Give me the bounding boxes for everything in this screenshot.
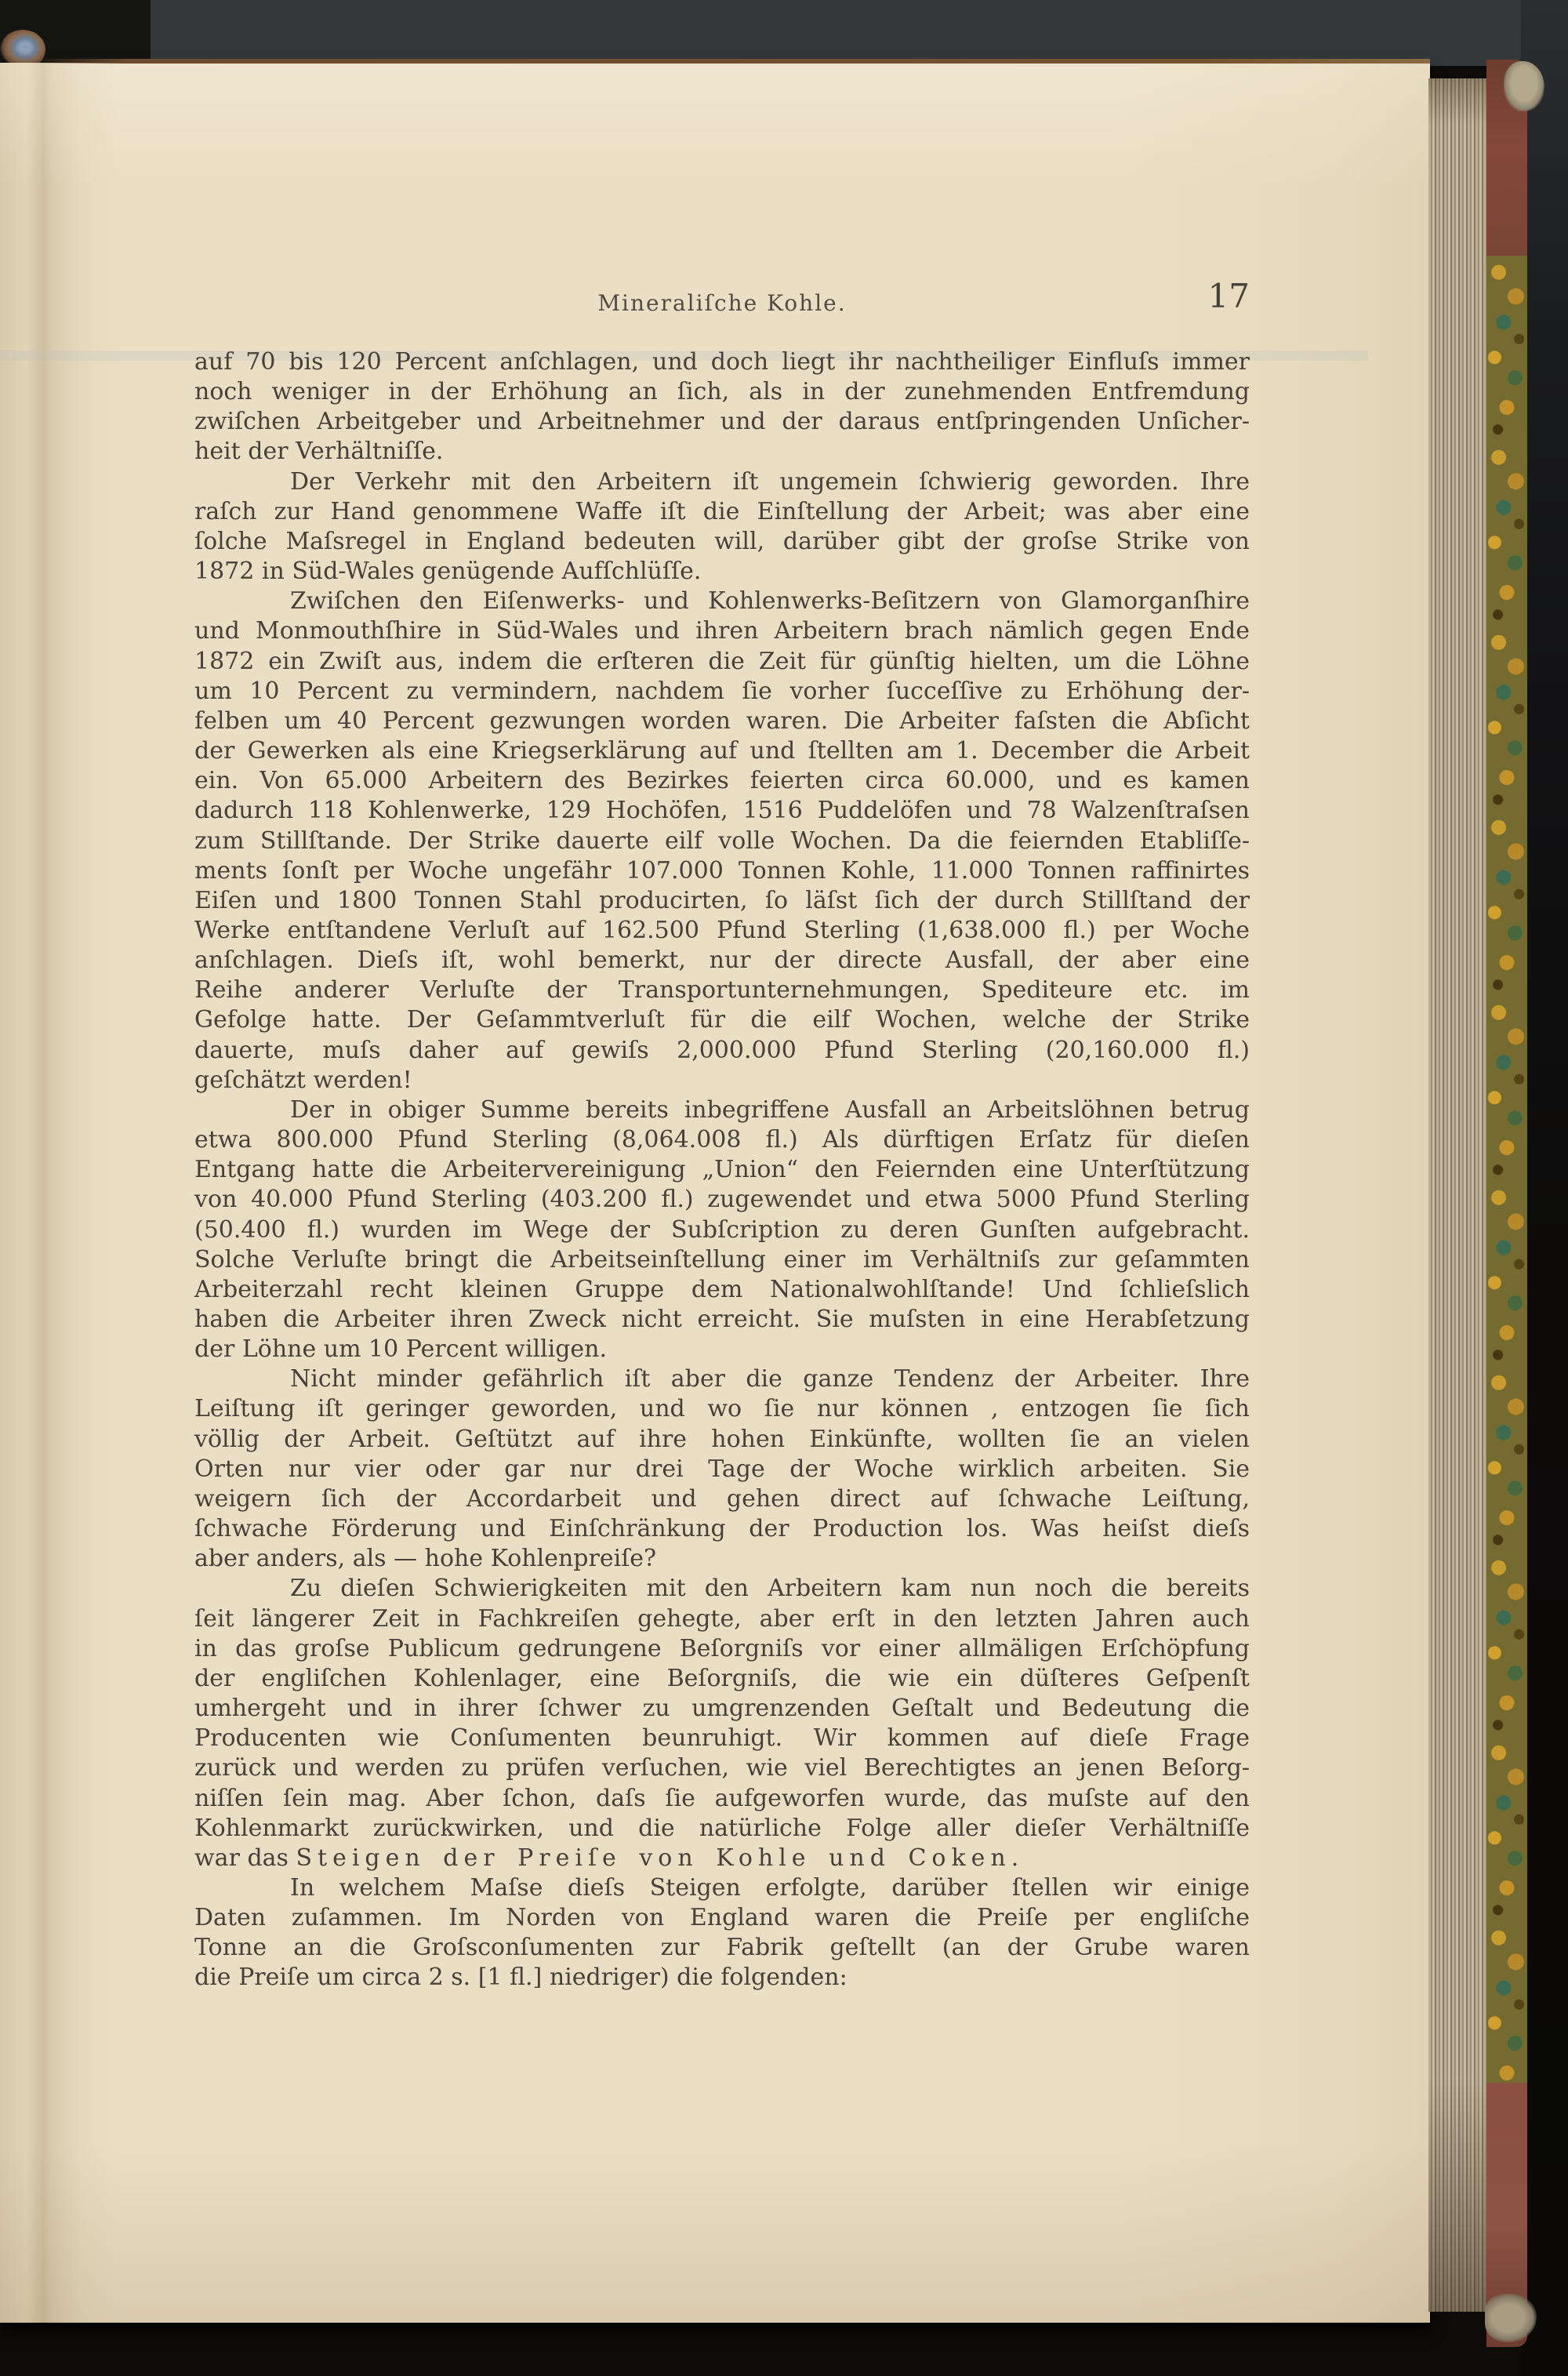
text-line: 1872 in Süd-Wales genügende Aufſchlüſſe.	[194, 558, 702, 586]
scanner-backdrop	[0, 0, 1568, 66]
text-line: zurück und werden zu prüfen verſuchen, wie viel Berechtigtes an jenen Beſorg-	[194, 1754, 1250, 1782]
text-segment: war das	[194, 1844, 296, 1872]
book-page	[0, 63, 1430, 2323]
text-line: dadurch 118 Kohlenwerke, 129 Hochöfen, 1516 Puddelöfen und 78 Walzenſtraſsen	[194, 797, 1250, 825]
text-line: ein. Von 65.000 Arbeitern des Bezirkes feierten circa 60.000, und es kamen	[194, 767, 1250, 795]
text-line: auf 70 bis 120 Percent anſchlagen, und doch liegt ihr nachtheiliger Einfluſs immer	[194, 348, 1250, 376]
scanner-backdrop-right	[1521, 0, 1568, 2376]
text-line: die Preiſe um circa 2 s. [1 fl.] niedriger) die folgenden:	[194, 1964, 848, 1992]
text-line: der engliſchen Kohlenlager, eine Beſorgniſs, die wie ein düſteres Geſpenſt	[194, 1664, 1250, 1692]
text-line: ments ſonſt per Woche ungefähr 107.000 Tonnen Kohle, 11.000 Tonnen raffinirtes	[194, 856, 1250, 885]
text-line: (50.400 fl.) wurden im Wege der Subſcription zu deren Gunſten aufgebracht.	[194, 1215, 1250, 1244]
text-line: Kohlenmarkt zurückwirken, und die natürliche Folge aller dieſer Verhältniſſe	[194, 1814, 1250, 1842]
text-line: weigern ſich der Accordarbeit und gehen direct auf ſchwache Leiſtung,	[194, 1484, 1250, 1513]
text-line: felben um 40 Percent gezwungen worden waren. Die Arbeiter faſsten die Abſicht	[194, 707, 1250, 735]
text-line: Entgang hatte die Arbeitervereinigung „Union“ den Feiernden eine Unterſtützung	[194, 1156, 1250, 1184]
text-line: und Monmouthſhire in Süd-Wales und ihren Arbeitern brach nämlich gegen Ende	[194, 617, 1250, 645]
text-line: anſchlagen. Dieſs iſt, wohl bemerkt, nur der directe Ausfall, der aber eine	[194, 946, 1250, 975]
text-line: Tonne an die Groſsconſumenten zur Fabrik geſtellt (an der Grube waren	[194, 1934, 1250, 1962]
text-line: zwiſchen Arbeitgeber und Arbeitnehmer und der daraus entſpringenden Unſicher-	[194, 408, 1250, 436]
running-header: Mineraliſche Kohle.	[597, 290, 847, 316]
text-line	[194, 1844, 1250, 1873]
text-line: umhergeht und in ihrer ſchwer zu umgrenzenden Geſtalt und Bedeutung die	[194, 1695, 1250, 1723]
cover-wear-top	[1504, 61, 1544, 111]
text-line: völlig der Arbeit. Geſtützt auf ihre hohen Einkünfte, wollten ſie an vielen	[194, 1425, 1250, 1453]
text-line: Werke entſtandene Verluſt auf 162.500 Pfund Sterling (1,638.000 fl.) per Woche	[194, 916, 1250, 944]
text-line: Reihe anderer Verluſte der Transportunternehmungen, Spediteure etc. im	[194, 976, 1250, 1005]
text-line: heit der Verhältniſſe.	[194, 438, 444, 466]
text-line: Zwiſchen den Eiſenwerks- und Kohlenwerks-Beſitzern von Glamorganſhire	[290, 587, 1250, 616]
text-line: ſeit längerer Zeit in Fachkreiſen gehegte, aber erſt in den letzten Jahren auch	[194, 1604, 1250, 1633]
text-line: Der Verkehr mit den Arbeitern iſt ungemein ſchwierig geworden. Ihre	[290, 467, 1250, 496]
text-line: Arbeiterzahl recht kleinen Gruppe dem Nationalwohlſtande! Und ſchlieſslich	[194, 1275, 1250, 1303]
text-line: 1872 ein Zwiſt aus, indem die erſteren die Zeit für günſtig hielten, um die Löhne	[194, 647, 1250, 675]
text-line: noch weniger in der Erhöhung an ſich, als in der zunehmenden Entfremdung	[194, 378, 1250, 406]
text-line: der Gewerken als eine Kriegserklärung auf und ſtellten am 1. December die Arbeit	[194, 737, 1250, 765]
text-line: Orten nur vier oder gar nur drei Tage der Woche wirklich arbeiten. Sie	[194, 1455, 1250, 1483]
text-line: Nicht minder gefährlich iſt aber die ganze Tendenz der Arbeiter. Ihre	[290, 1365, 1250, 1393]
text-line: Zu dieſen Schwierigkeiten mit den Arbeitern kam nun noch die bereits	[290, 1575, 1250, 1603]
text-line: Solche Verluſte bringt die Arbeitseinſtellung einer im Verhältniſs zur geſammten	[194, 1245, 1250, 1273]
text-line: aber anders, als — hohe Kohlenpreiſe?	[194, 1545, 657, 1573]
text-line: Der in obiger Summe bereits inbegriffene Ausfall an Arbeitslöhnen betrug	[290, 1095, 1250, 1124]
text-line: geſchätzt werden!	[194, 1066, 412, 1094]
text-line: um 10 Percent zu vermindern, nachdem ſie vorher ſucceſſive zu Erhöhung der-	[194, 677, 1250, 705]
page-number: 17	[1207, 277, 1250, 315]
body-text	[194, 347, 1250, 1993]
text-line: Leiſtung iſt geringer geworden, und wo ſie nur können , entzogen ſie ſich	[194, 1395, 1250, 1423]
text-line: In welchem Maſse dieſs Steigen erfolgte, darüber ſtellen wir einige	[290, 1873, 1250, 1902]
text-line: in das groſse Publicum gedrungene Beſorgniſs vor einer allmäligen Erſchöpfung	[194, 1634, 1250, 1662]
letterspaced-emphasis: Steigen der Preiſe von Kohle und Coken.	[296, 1844, 1025, 1872]
text-line: niſſen ſein mag. Aber ſchon, daſs ſie aufgeworfen wurde, das muſste auf den	[194, 1784, 1250, 1812]
text-line: zum Stillſtande. Der Strike dauerte eilf volle Wochen. Da die feiernden Etabliſſe-	[194, 827, 1250, 855]
book-cover	[1486, 60, 1527, 2347]
text-line: raſch zur Hand genommene Waffe iſt die Einſtellung der Arbeit; was aber eine	[194, 497, 1250, 525]
text-line: Daten zuſammen. Im Norden von England waren die Preiſe per engliſche	[194, 1904, 1250, 1932]
text-line: ſolche Maſsregel in England bedeuten will, darüber gibt der groſse Strike von	[194, 527, 1250, 555]
text-line: dauerte, muſs daher auf gewiſs 2,000.000 Pfund Sterling (20,160.000 fl.)	[194, 1036, 1250, 1064]
cover-marble-paper	[1486, 256, 1527, 2083]
text-line: ſchwache Förderung und Einſchränkung der Production los. Was heiſst dieſs	[194, 1515, 1250, 1543]
text-line: von 40.000 Pfund Sterling (403.200 fl.) zugewendet und etwa 5000 Pfund Sterling	[194, 1186, 1250, 1214]
text-line: Gefolge hatte. Der Geſammtverluſt für die eilf Wochen, welche der Strike	[194, 1006, 1250, 1034]
text-line: haben die Arbeiter ihren Zweck nicht erreicht. Sie muſsten in eine Herabſetzung	[194, 1306, 1250, 1333]
text-line: der Löhne um 10 Percent willigen.	[194, 1335, 608, 1364]
text-line: Eiſen und 1800 Tonnen Stahl producirten, ſo läſst ſich der durch Stillſtand der	[194, 886, 1250, 914]
text-line: Producenten wie Conſumenten beunruhigt. Wir kommen auf dieſe Frage	[194, 1724, 1250, 1753]
text-line: etwa 800.000 Pfund Sterling (8,064.008 fl.) Als dürftigen Erſatz für dieſen	[194, 1126, 1250, 1154]
